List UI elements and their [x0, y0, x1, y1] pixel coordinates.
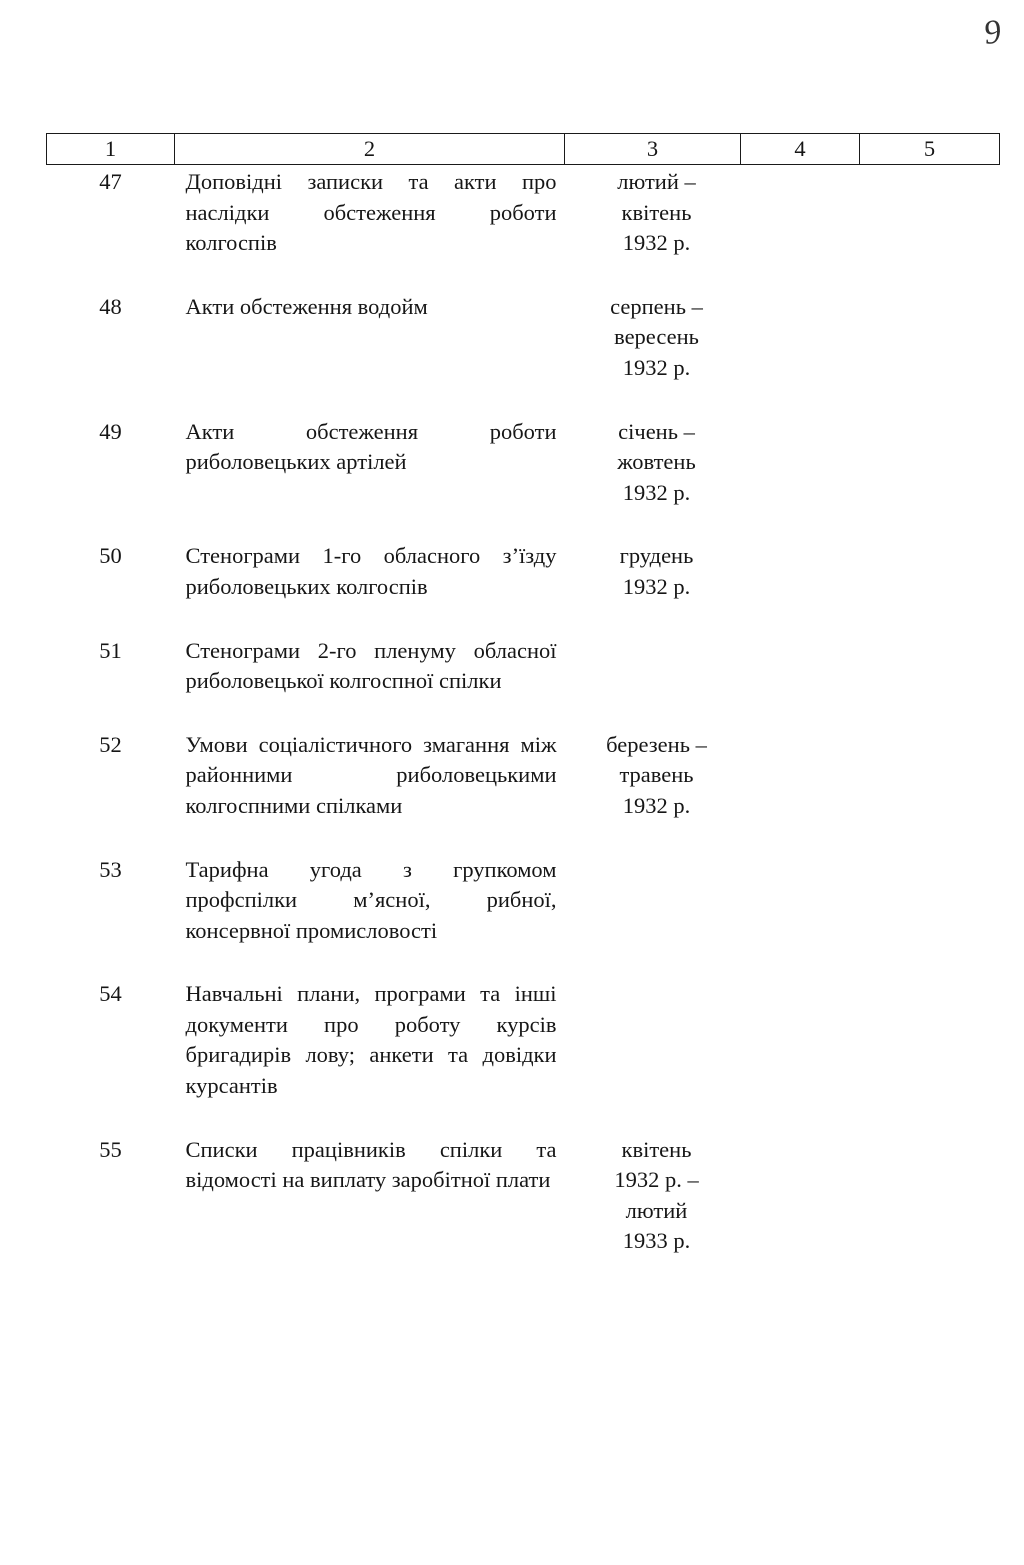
item-title: Стенограми 2-го пленуму обласної риболовецької колгоспної спілки [185, 637, 557, 694]
item-number: 48 [99, 293, 122, 319]
item-number: 54 [99, 981, 122, 1007]
item-col4 [741, 634, 860, 728]
item-col4 [741, 539, 860, 633]
column-header-4: 4 [741, 134, 860, 165]
item-title: Доповідні записки та акти про наслідки обстеження роботи колгоспів [185, 169, 557, 256]
item-col4 [741, 977, 860, 1132]
item-number: 53 [99, 856, 122, 882]
item-number: 47 [99, 169, 122, 194]
table-row [47, 165, 1000, 290]
item-number: 55 [99, 1136, 122, 1162]
item-dates: лютий – квітень 1932 р. [617, 169, 696, 256]
item-dates: березень – травень 1932 р. [606, 731, 707, 818]
item-title: Стенограми 1-го обласного з’їзду риболовецьких колгоспів [185, 543, 557, 599]
page-number: 9 [981, 13, 1004, 53]
item-col5 [860, 290, 1000, 415]
item-title: Акти обстеження роботи риболовецьких артілей [185, 418, 557, 475]
item-title: Навчальні плани, програми та інші документи про роботу курсів бригадирів лову; анкети та довідки курсантів [185, 981, 557, 1099]
table-row [47, 853, 1000, 978]
item-dates: квітень 1932 р. – лютий 1933 р. [614, 1136, 699, 1254]
item-col4 [741, 853, 860, 978]
item-number: 51 [99, 637, 122, 663]
item-col5 [860, 539, 1000, 633]
item-col4 [741, 415, 860, 540]
item-col4 [741, 728, 860, 853]
column-header-5: 5 [860, 134, 1000, 165]
item-col5 [860, 1133, 1000, 1288]
item-dates [565, 977, 741, 1132]
item-dates: серпень – вересень 1932 р. [610, 293, 703, 380]
item-title: Умови соціалістичного змагання між районними риболовецькими колгоспними спілками [185, 731, 557, 818]
item-title: Списки працівників спілки та відомості на виплату заробітної плати [185, 1136, 557, 1193]
table-header-row [47, 134, 1000, 165]
column-header-1: 1 [47, 134, 175, 165]
item-dates: грудень 1932 р. [619, 543, 694, 599]
item-col5 [860, 853, 1000, 978]
table-row [47, 539, 1000, 633]
item-col4 [741, 1133, 860, 1288]
item-dates [565, 634, 741, 728]
table-row [47, 634, 1000, 728]
item-number: 49 [99, 418, 122, 444]
item-title: Тарифна угода з групкомом профспілки м’ясної, рибної, консервної промисловості [185, 856, 557, 943]
item-col4 [741, 165, 860, 290]
table-row [47, 728, 1000, 853]
table-row [47, 977, 1000, 1132]
item-col5 [860, 728, 1000, 853]
inventory-table [46, 133, 1000, 1288]
table-row [47, 415, 1000, 540]
item-col5 [860, 165, 1000, 290]
column-header-3: 3 [565, 134, 741, 165]
table-row [47, 1133, 1000, 1288]
item-number: 50 [99, 543, 122, 569]
item-col5 [860, 634, 1000, 728]
column-header-2: 2 [175, 134, 565, 165]
table-row [47, 290, 1000, 415]
item-col5 [860, 415, 1000, 540]
item-col4 [741, 290, 860, 415]
item-number: 52 [99, 731, 122, 757]
item-col5 [860, 977, 1000, 1132]
item-dates: січень – жовтень 1932 р. [617, 418, 696, 505]
item-title: Акти обстеження водойм [185, 293, 428, 319]
item-dates [565, 853, 741, 978]
